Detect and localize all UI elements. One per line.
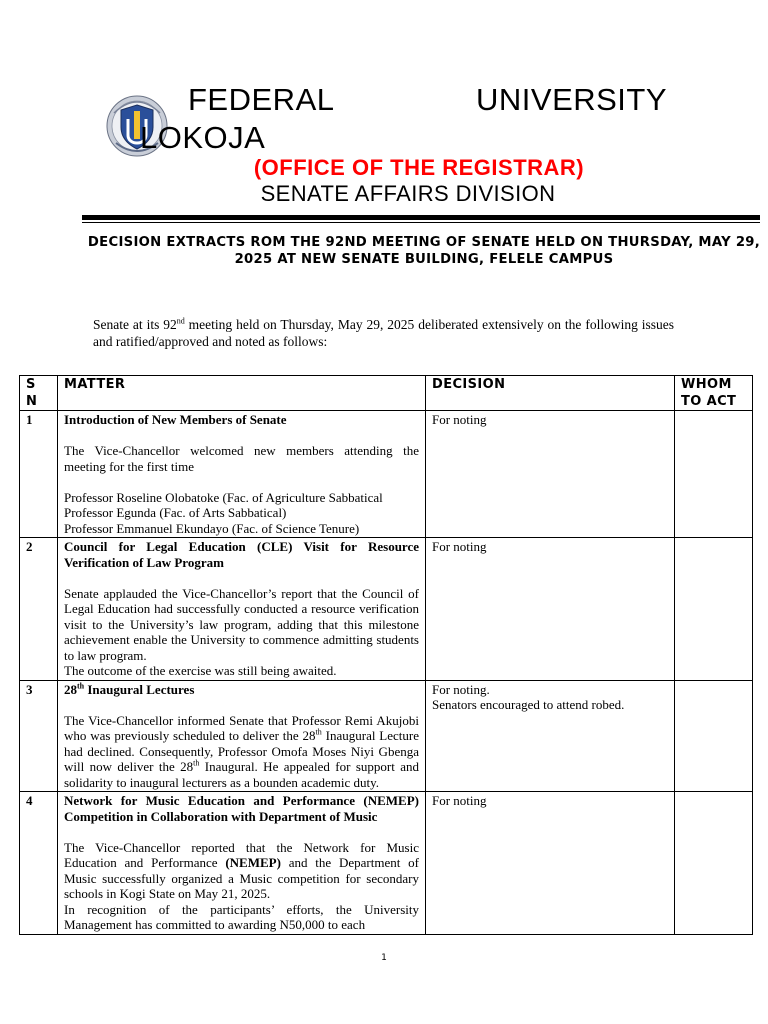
row-sn: 4 <box>20 792 58 935</box>
decision-line: For noting. <box>432 681 490 697</box>
matter-paragraph <box>64 840 419 902</box>
matter-paragraph: The Vice-Chancellor welcomed new members attending the meeting for the first time <box>64 443 419 474</box>
table-row <box>20 411 753 538</box>
decisions-table <box>19 375 753 935</box>
decision-line: Senators encouraged to attend robed. <box>432 697 625 712</box>
office-heading: (OFFICE OF THE REGISTRAR) <box>253 155 585 180</box>
paragraph-part: The Vice-Chancellor informed Senate that Professor Remi Akujobi who was previously scheduled to deliver the 28 <box>64 712 419 743</box>
header-rule-thin <box>82 222 760 223</box>
row-whom-to-act <box>675 411 753 538</box>
table-row <box>20 680 753 792</box>
row-matter <box>58 411 426 538</box>
member-line: Professor Emmanuel Ekundayo (Fac. of Science Tenure) <box>64 520 360 536</box>
header-whom-to-act: WHOM TO ACT <box>675 376 753 411</box>
header-rule-thick <box>82 215 760 220</box>
title-superscript: th <box>77 681 85 691</box>
paragraph-part: and the Department of Music successfully organized a Music competition for secondary schools in Kogi State on May 21, 2025. <box>64 855 419 901</box>
division-heading: SENATE AFFAIRS DIVISION <box>260 181 556 206</box>
matter-title <box>64 682 419 698</box>
intro-paragraph <box>93 317 674 350</box>
paragraph-bold: (NEMEP) <box>225 855 281 870</box>
matter-paragraph: Senate applauded the Vice-Chancellor’s report that the Council of Legal Education had successfully conducted a resource verification visit to the University’s law program, adding that this milestone achievement enable the University to commence admitting students to law program. <box>64 585 419 663</box>
row-decision: For noting <box>426 538 675 681</box>
intro-text-start: Senate at its 92 <box>93 317 177 332</box>
page-number: 1 <box>381 953 387 963</box>
header-decision: DECISION <box>426 376 675 411</box>
document-headline: DECISION EXTRACTS ROM THE 92ND MEETING OF SENATE HELD ON THURSDAY, MAY 29, 2025 AT NEW SENATE BUILDING, FELELE CAMPUS <box>87 235 761 267</box>
row-decision: For noting <box>426 792 675 935</box>
table-row <box>20 792 753 935</box>
intro-text-end: meeting held on Thursday, May 29, 2025 deliberated extensively on the following issues and ratified/approved and noted as follows: <box>93 317 674 349</box>
university-name-word-3: LOKOJA <box>140 120 266 155</box>
row-decision <box>426 680 675 792</box>
row-matter <box>58 538 426 681</box>
row-matter <box>58 792 426 935</box>
table-header-row <box>20 376 753 411</box>
row-sn: 1 <box>20 411 58 538</box>
row-matter <box>58 680 426 792</box>
member-line: Professor Roseline Olobatoke (Fac. of Agriculture Sabbatical <box>64 489 383 505</box>
matter-paragraph: In recognition of the participants’ efforts, the University Management has committed to awarding N50,000 to each <box>64 901 419 932</box>
title-number: 28 <box>64 681 77 697</box>
matter-paragraph: The outcome of the exercise was still being awaited. <box>64 663 337 678</box>
matter-title: Network for Music Education and Performance (NEMEP) Competition in Collaboration with Department of Music <box>64 793 419 824</box>
university-name-word-1: FEDERAL <box>188 82 335 117</box>
row-whom-to-act <box>675 538 753 681</box>
row-sn: 3 <box>20 680 58 792</box>
intro-superscript: nd <box>176 316 185 326</box>
row-whom-to-act <box>675 792 753 935</box>
paragraph-part: The Vice-Chancellor reported that the Network for Music Education and Performance <box>64 839 419 870</box>
matter-title: Introduction of New Members of Senate <box>64 412 287 427</box>
header-sn: S N <box>20 376 58 411</box>
paragraph-superscript: th <box>315 727 322 737</box>
matter-paragraph <box>64 713 419 791</box>
paragraph-part: Inaugural. He appealed for support and solidarity to inaugural lecturers as a bounden academic duty. <box>64 759 419 790</box>
paragraph-part: Inaugural Lecture had declined. Consequently, Professor Omofa Moses Niyi Gbenga will now deliver the 28 <box>64 728 419 774</box>
row-whom-to-act <box>675 680 753 792</box>
table-row <box>20 538 753 681</box>
member-line: Professor Egunda (Fac. of Arts Sabbatical) <box>64 505 287 520</box>
row-decision: For noting <box>426 411 675 538</box>
title-text: Inaugural Lectures <box>84 681 195 697</box>
matter-title: Council for Legal Education (CLE) Visit for Resource Verification of Law Program <box>64 539 419 570</box>
row-sn: 2 <box>20 538 58 681</box>
header-matter: MATTER <box>58 376 426 411</box>
university-name-word-2: UNIVERSITY <box>476 82 668 117</box>
paragraph-superscript: th <box>193 758 200 768</box>
